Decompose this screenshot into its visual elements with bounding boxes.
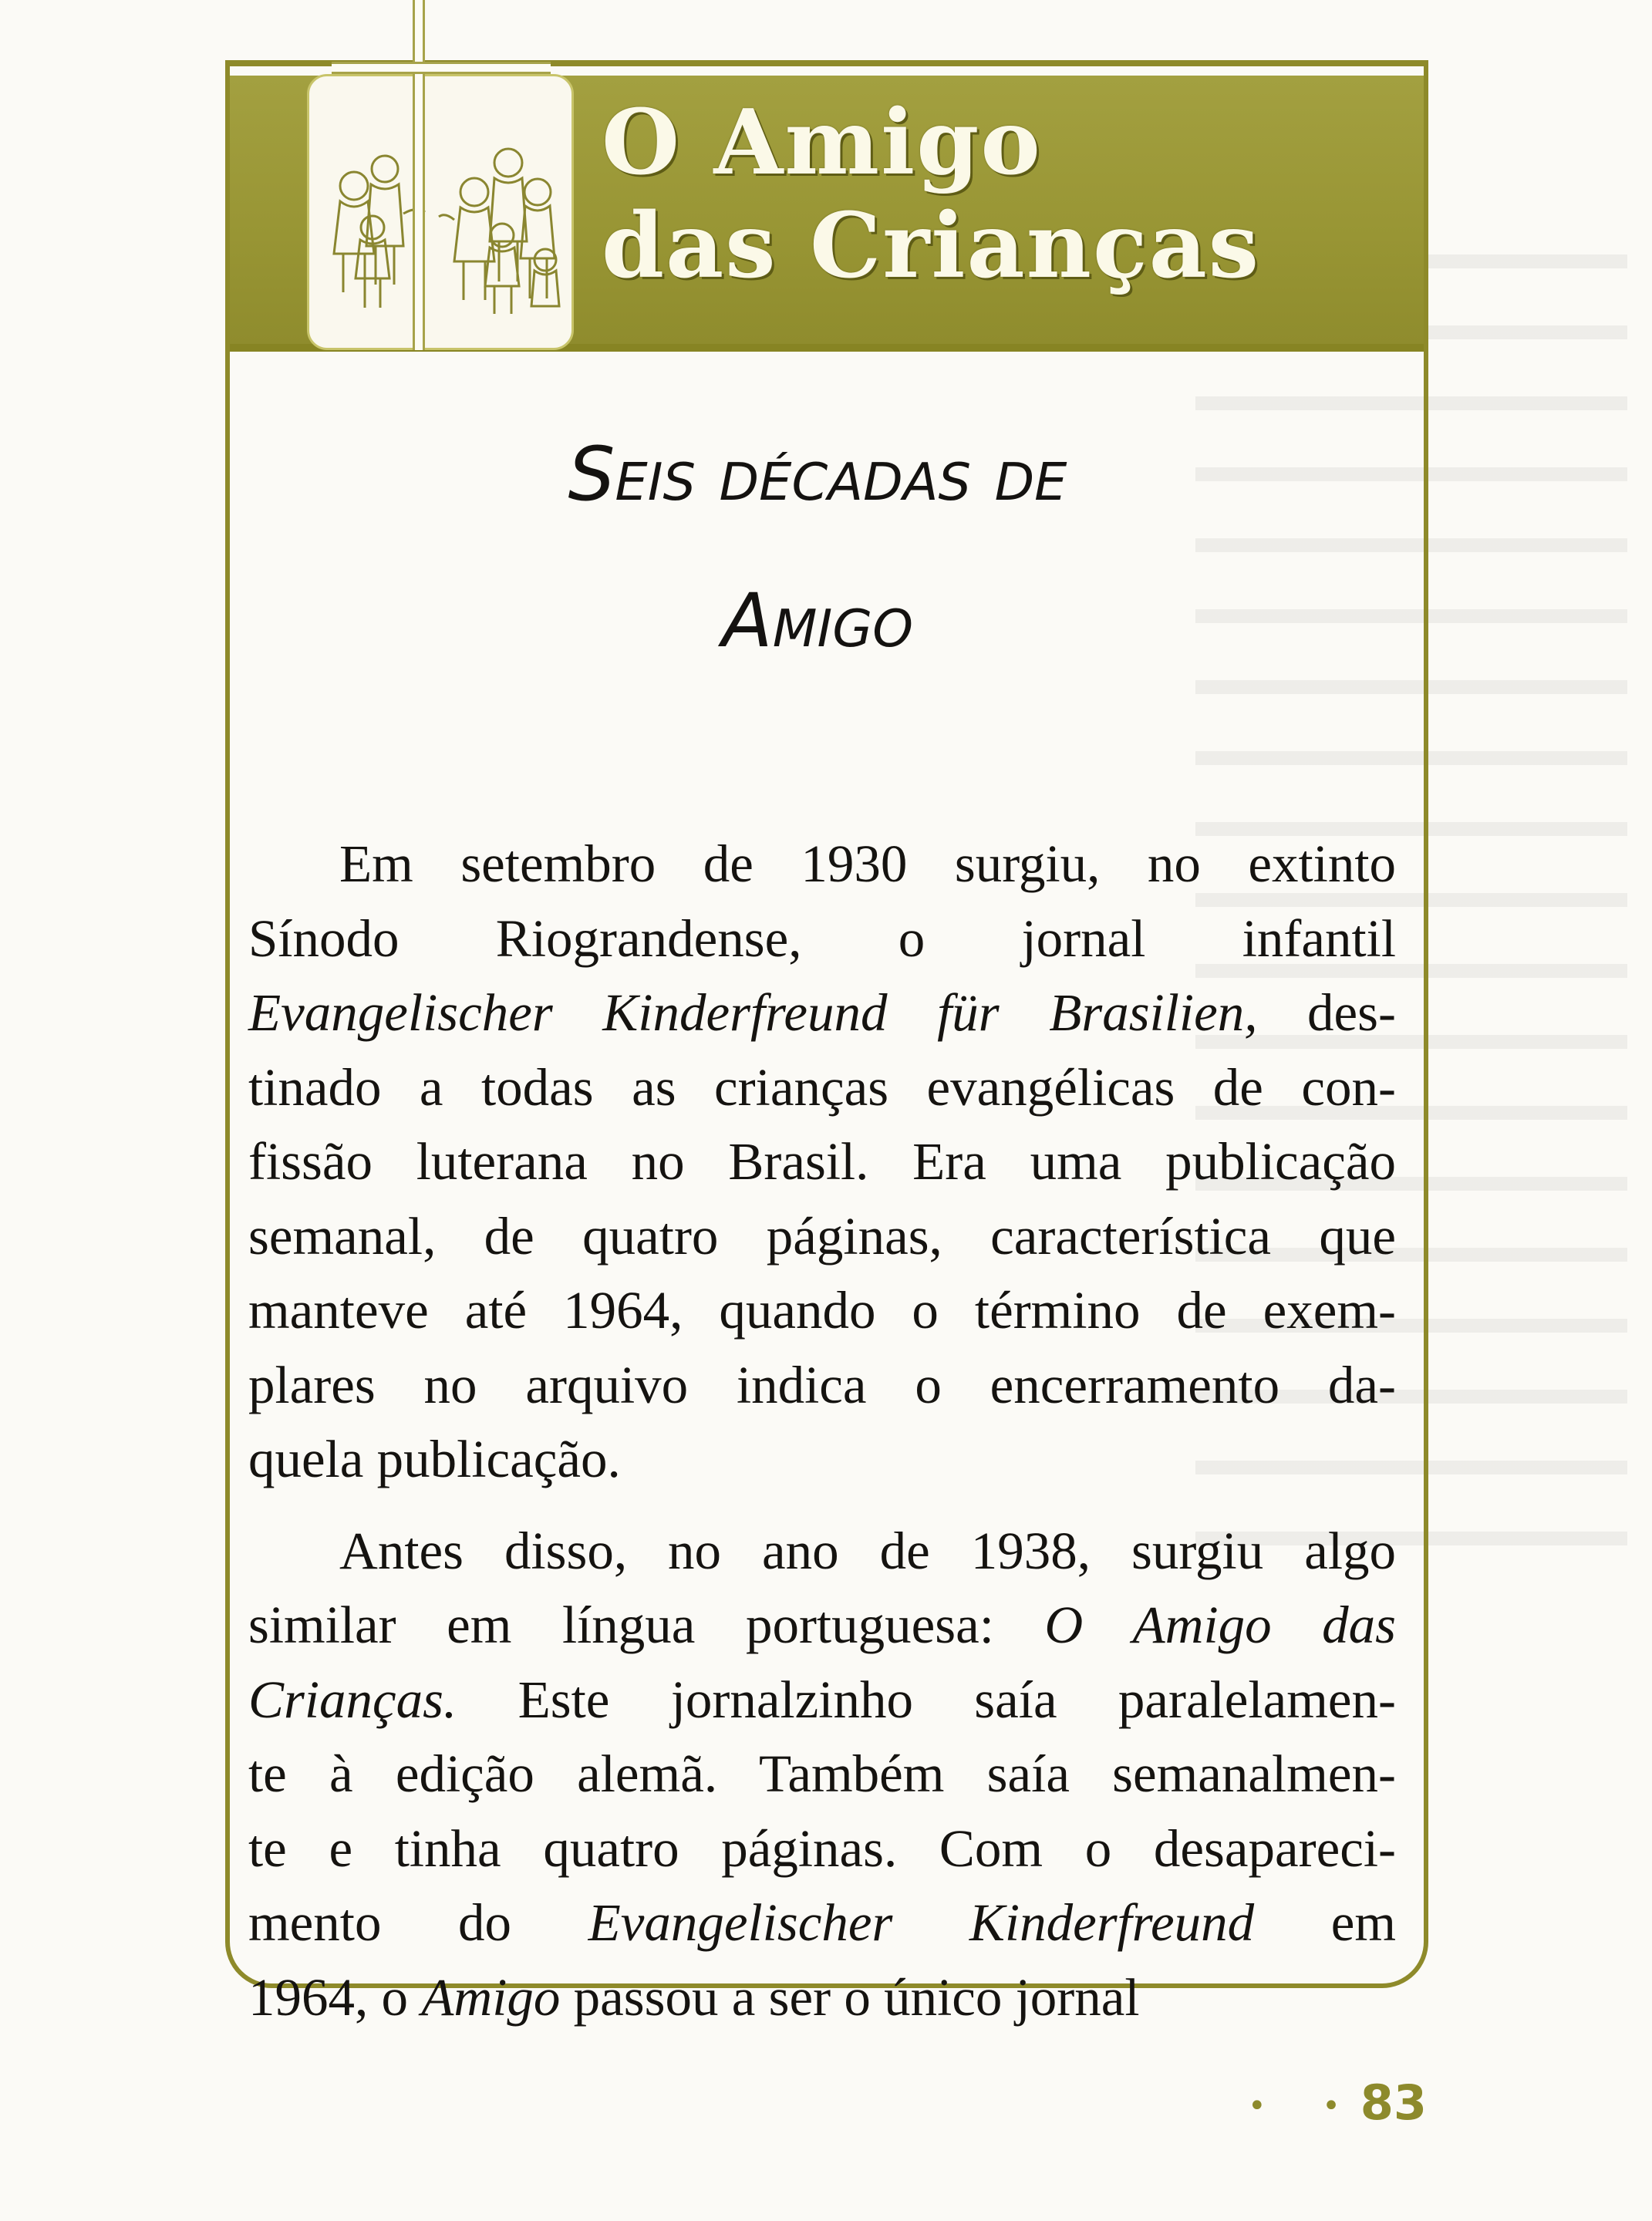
children-illustration — [309, 76, 576, 352]
text-run: te à edição alemã. Também saía semanalmen- — [248, 1744, 1396, 1803]
text-run: semanal, de quatro páginas, característica que — [248, 1206, 1396, 1266]
text-run: tinado a todas as crianças evangélicas de con- — [248, 1057, 1396, 1117]
text-line — [248, 1273, 1396, 1348]
children-with-cross-icon — [307, 74, 574, 350]
italic-text: Crianças. — [248, 1670, 457, 1729]
text-line — [248, 1514, 1396, 1589]
text-run: plares no arquivo indica o encerramento da- — [248, 1355, 1396, 1414]
article-title — [308, 401, 1327, 694]
text-line — [248, 1960, 1396, 2035]
text-line — [248, 976, 1396, 1050]
italic-text: Amigo — [421, 1967, 561, 2027]
cross-vertical-beam — [413, 0, 425, 350]
text-line — [248, 827, 1396, 902]
article-body — [248, 827, 1396, 2051]
banner-title-line2: das Crianças — [602, 194, 1261, 298]
text-line — [248, 1812, 1396, 1886]
text-run: Em setembro de 1930 surgiu, no extinto — [339, 834, 1396, 893]
text-run: similar em língua portuguesa: — [248, 1596, 1045, 1654]
page-number: 83 — [1360, 2074, 1427, 2131]
text-line — [248, 1348, 1396, 1423]
banner-title-line1: O Amigo — [602, 90, 1042, 195]
text-run: Antes disso, no ano de 1938, surgiu algo — [339, 1521, 1396, 1580]
text-line — [248, 1050, 1396, 1125]
text-run: Sínodo Riograndense, o jornal infantil — [248, 908, 1396, 968]
text-run: des- — [1257, 983, 1396, 1042]
page-dots: • • — [1248, 2088, 1364, 2124]
article-title-line2: Amigo — [722, 578, 913, 664]
italic-text: Evangelischer Kinderfreund für Brasilien, — [248, 983, 1258, 1042]
text-line — [248, 902, 1396, 976]
text-run: passou a ser o único jornal — [560, 1967, 1140, 2027]
italic-text: O Amigo das — [1044, 1596, 1396, 1654]
paragraph — [248, 827, 1396, 1497]
text-line — [248, 1588, 1396, 1663]
article-title-line1: Seis décadas de — [568, 431, 1067, 517]
text-line — [248, 1422, 1396, 1497]
text-run: fissão luterana no Brasil. Era uma publicação — [248, 1132, 1396, 1191]
text-run: 1964, o — [248, 1967, 422, 2027]
text-run: mento do — [248, 1893, 588, 1952]
text-run: Este jornalzinho saía paralelamen- — [457, 1670, 1396, 1729]
text-line — [248, 1124, 1396, 1199]
text-line — [248, 1737, 1396, 1812]
italic-text: Evangelischer Kinderfreund — [588, 1893, 1255, 1952]
cross-horizontal-beam — [332, 62, 551, 74]
text-run: em — [1254, 1893, 1397, 1952]
text-line — [248, 1199, 1396, 1274]
paragraph — [248, 1514, 1396, 2035]
text-line — [248, 1886, 1396, 1960]
text-run: manteve até 1964, quando o término de exem- — [248, 1281, 1396, 1340]
text-run: quela publicação. — [248, 1430, 621, 1488]
text-line — [248, 1663, 1396, 1737]
banner-title — [602, 91, 1419, 298]
text-run: te e tinha quatro páginas. Com o desapareci- — [248, 1818, 1396, 1878]
